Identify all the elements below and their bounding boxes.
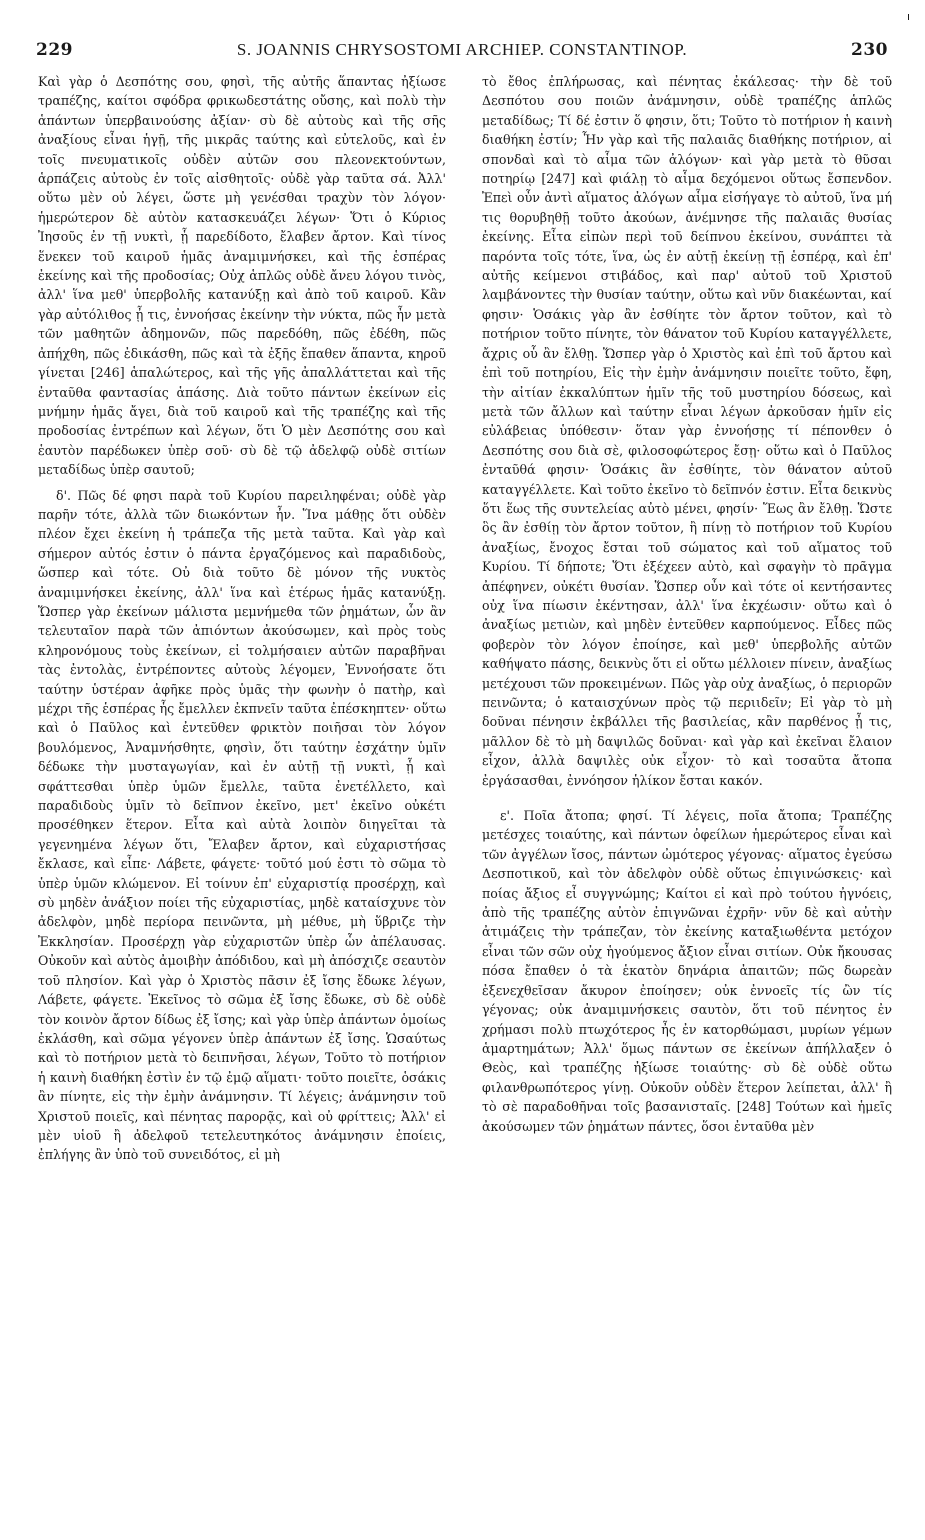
left-paragraph-1: Καὶ γὰρ ὁ Δεσπότης σου, φησὶ, τῆς αὐτῆς ἅπαντας ἠξίωσε τραπέζης, καίτοι σφόδρα φρικωδεστάτης οὔσης, καὶ πολὺ τὴν ἁπάντων ὑπερβαινούσης ἀξίαν· σὺ δὲ αὐτοὺς καὶ τῆς σῆς ἀναξίους εἶναι ἡγῇ, τῆς μικρᾶς ταύτης καὶ εὐτελοῦς, καὶ ἐν τοῖς πνευματικοῖς οὐδὲν αὐτῶν σου πλεονεκτούντων, ἁρπάζεις αὐτοὺς ἐν τοῖς αἰσθητοῖς· οὐδὲ γὰρ ταῦτα σά. Ἀλλ' οὕτω μὲν οὐ λέγει, ὥστε μὴ γενέσθαι τραχὺν τὸν λόγον· ἡμερώτερον δὲ αὐτὸν κατασκευάζει λέγων· Ὅτι ὁ Κύριος Ἰησοῦς ἐν τῇ νυκτὶ, ᾗ παρεδίδοτο, ἔλαβεν ἄρτον. Καὶ τίνος ἕνεκεν τοῦ καιροῦ ἡμᾶς ἀναμιμνήσκει, καὶ τῆς ἑσπέρας ἐκείνης καὶ τῆς προδοσίας; Οὐχ ἁπλῶς οὐδὲ ἄνευ λόγου τινὸς, ἀλλ' ἵνα μεθ' ὑπερβολῆς κατανύξῃ καὶ ἀπὸ τοῦ καιροῦ. Κἂν γὰρ αὐτόλιθος ᾖ τις, ἐννοήσας ἐκείνην τὴν νύκτα, πῶς ἦν μετὰ τῶν μαθητῶν ἀδημονῶν, πῶς παρεδόθη, πῶς ἐδέθη, πῶς ἀπήχθη, πῶς ἐδικάσθη, πῶς καὶ τὰ ἐξῆς ἔπαθεν ἅπαντα, κηροῦ γίνεται [246] ἁπαλώτερος, καὶ τῆς γῆς ἀπαλλάττεται καὶ τῆς ἐνταῦθα φαντασίας ἁπάσης. Διὰ τοῦτο πάντων ἐκείνων εἰς μνήμην ἡμᾶς ἄγει, διὰ τοῦ καιροῦ καὶ τῆς τραπέζης καὶ τῆς προδοσίας ἐντρέπων καὶ λέγων, ὅτι Ὁ μὲν Δεσπότης σου καὶ ἑαυτὸν παρέδωκεν ὑπὲρ σοῦ· σὺ δὲ τῷ ἀδελφῷ οὐδὲ σιτίων μεταδίδως ὑπὲρ σαυτοῦ; bbox=[38, 74, 446, 478]
left-column bbox=[38, 72, 446, 1530]
right-column bbox=[482, 72, 892, 1530]
page-number-right: 230 bbox=[851, 40, 888, 60]
right-paragraph-2: ε'. Ποῖα ἄτοπα; φησί. Τί λέγεις, ποῖα ἄτοπα; Τραπέζης μετέσχες τοιαύτης, καὶ πάντων ὀφείλων ἡμερώτερος εἶναι καὶ τῶν ἀγγέλων ἴσος, πάντων ὠμότερος γέγονας· αἵματος ἐγεύσω Δεσποτικοῦ, καὶ τὸν ἀδελφὸν οὐδὲ οὕτως ἐπιγινώσκεις· καὶ ποίας ἄξιος εἶ συγγνώμης; Καίτοι εἰ καὶ πρὸ τούτου ἠγνόεις, ἀπὸ τῆς τραπέζης αὐτὸν ἐπιγνῶναι ἐχρῆν· νῦν δὲ καὶ αὐτὴν ἀτιμάζεις τὴν τράπεζαν, τὸν ἐκείνης καταξιωθέντα μετόχον εἶναι τῶν σῶν οὐχ ἡγούμενος ἄξιον εἶναι σιτίων. Οὐκ ἤκουσας πόσα ἔπαθεν ὁ τὰ ἑκατὸν δηνάρια ἀπαιτῶν; πῶς δωρεὰν ἐξενεχθεῖσαν ἄκυρον ἐποίησεν; οὐκ ἐννοεῖς τίς ὢν τίς γέγονας; οὐκ ἀναμιμνήσκεις σαυτὸν, ὅτι τοῦ πένητος ἐν χρήμασι πολὺ πτωχότερος ἦς ἐν κατορθώμασι, μυρίων γέμων ἁμαρτημάτων; Ἀλλ' ὅμως πάντων σε ἐκείνων ἀπήλλαξεν ὁ Θεὸς, καὶ τραπέζης ἠξίωσε τοιαύτης· σὺ δὲ οὐδὲ οὕτω φιλανθρωπότερος γίνῃ. Οὐκοῦν οὐδὲν ἕτερον λείπεται, ἀλλ' ἢ τὸ σὲ παραδοθῆναι τοῖς βασανισταῖς. [248] Τούτων καὶ ἡμεῖς ἀκούσωμεν τῶν ῥημάτων πάντες, ὅσοι ἐνταῦθα μὲν bbox=[482, 808, 892, 1134]
left-paragraph-2: δ'. Πῶς δέ φησι παρὰ τοῦ Κυρίου παρειληφέναι; οὐδὲ γὰρ παρῆν τότε, ἀλλὰ τῶν διωκόντων ἦν. Ἵνα μάθῃς ὅτι οὐδὲν πλέον ἔχει ἐκείνη ἡ τράπεζα τῆς μετὰ ταῦτα. Καὶ γὰρ καὶ σήμερον αὐτός ἐστιν ὁ πάντα ἐργαζόμενος καὶ παραδιδοὺς, ὥσπερ καὶ τότε. Οὐ διὰ τοῦτο δὲ μόνον τῆς νυκτὸς ἀναμιμνήσκει ἐκείνης, ἀλλ' ἵνα καὶ ἑτέρως ἡμᾶς κατανύξῃ. Ὥσπερ γὰρ ἐκείνων μάλιστα μεμνήμεθα τῶν ῥημάτων, ὧν ἂν τελευταῖον παρὰ τῶν ἀπιόντων ἀκούσωμεν, καὶ πρὸς τοὺς κληρονόμους τοὺς ἐκείνων, εἰ τολμήσαιεν αὐτῶν παραβῆναι τὰς ἐντολὰς, ἐντρέποντες αὐτοὺς λέγομεν, Ἐννοήσατε ὅτι ταύτην ὑστέραν ἀφῆκε πρὸς ὑμᾶς τὴν φωνὴν ὁ πατὴρ, καὶ μέχρι τῆς ἑσπέρας ἧς ἔμελλεν ἐκπνεῖν ταῦτα ἐπέσκηπτεν· οὕτω καὶ ὁ Παῦλος καὶ ἐντεῦθεν φρικτὸν ποιῆσαι τὸν λόγον βουλόμενος, Ἀναμνήσθητε, φησὶν, ὅτι ταύτην ἐσχάτην ὑμῖν δέδωκε τὴν μυσταγωγίαν, καὶ ἐν αὐτῇ τῇ νυκτὶ, ᾗ καὶ σφάττεσθαι ὑπὲρ ὑμῶν ἔμελλε, ταῦτα ἐνετέλλετο, καὶ παραδιδοὺς ὑμῖν τὸ δεῖπνον ἐκεῖνο, μετ' ἐκεῖνο οὐκέτι προσέθηκεν ἕτερον. Εἶτα καὶ αὐτὰ λοιπὸν διηγεῖται τὰ γεγενημένα λέγων ὅτι, Ἔλαβεν ἄρτον, καὶ εὐχαριστήσας ἔκλασε, καὶ εἶπε· Λάβετε, φάγετε· τοῦτό μού ἐστι τὸ σῶμα τὸ ὑπὲρ ὑμῶν κλώμενον. Εἰ τοίνυν ἐπ' εὐχαριστίᾳ προσέρχῃ, καὶ σὺ μηδὲν ἀνάξιον ποίει τῆς εὐχαριστίας, μηδὲ καταίσχυνε τὸν ἀδελφὸν, μηδὲ περίορα πεινῶντα, μὴ μέθυε, μὴ ὕβριζε τὴν Ἐκκλησίαν. Προσέρχῃ γὰρ εὐχαριστῶν ὑπὲρ ὧν ἀπέλαυσας. Οὐκοῦν καὶ αὐτὸς ἀμοιβὴν ἀπόδιδου, καὶ μὴ ἀπόσχιζε σεαυτὸν τοῦ πλησίον. Καὶ γὰρ ὁ Χριστὸς πᾶσιν ἐξ ἴσης ἔδωκε λέγων, Λάβετε, φάγετε. Ἐκεῖνος τὸ σῶμα ἐξ ἴσης ἔδωκε, σὺ δὲ οὐδὲ τὸν κοινὸν ἄρτον δίδως ἐξ ἴσης; καὶ γὰρ ὑπὲρ ἁπάντων ὁμοίως ἐκλάσθη, καὶ σῶμα γέγονεν ὑπὲρ ἁπάντων ἐξ ἴσης. Ὡσαύτως καὶ τὸ ποτήριον μετὰ τὸ δειπνῆσαι, λέγων, Τοῦτο τὸ ποτήριον ἡ καινὴ διαθήκη ἐστὶν ἐν τῷ ἐμῷ αἵματι· τοῦτο ποιεῖτε, ὁσάκις ἂν πίνητε, εἰς τὴν ἐμὴν ἀνάμνησιν. Τί λέγεις; ἀνάμνησιν τοῦ Χριστοῦ ποιεῖς, καὶ πένητας παρορᾷς, καὶ οὐ φρίττεις; Ἀλλ' εἰ μὲν υἱοῦ ἢ ἀδελφοῦ τετελευτηκότος ἀνάμνησιν ἐποίεις, ἐπλήγης ἂν ὑπὸ τοῦ συνειδότος, εἰ μὴ bbox=[38, 487, 446, 1163]
margin-mark bbox=[908, 14, 909, 20]
column-gutter bbox=[462, 72, 463, 1530]
running-head bbox=[36, 40, 888, 64]
running-title: S. JOANNIS CHRYSOSTOMI ARCHIEP. CONSTANTINOP. bbox=[236, 40, 688, 59]
right-paragraph-1: τὸ ἔθος ἐπλήρωσας, καὶ πένητας ἐκάλεσας· τὴν δὲ τοῦ Δεσπότου σου ποιῶν ἀνάμνησιν, οὐδὲ τραπέζης ἁπλῶς μεταδίδως; Τί δέ ἐστιν ὅ φησιν, ὅτι; Τοῦτο τὸ ποτήριον ἡ καινὴ διαθήκη ἐστίν; Ἦν γὰρ καὶ τῆς παλαιᾶς διαθήκης ποτήριον, αἱ σπονδαὶ καὶ τὸ αἷμα τῶν ἀλόγων· καὶ γὰρ μετὰ τὸ θῦσαι ποτηρίῳ [247] καὶ φιάλῃ τὸ αἷμα δεχόμενοι οὕτως ἔσπενδον. Ἐπεὶ οὖν ἀντὶ αἵματος ἀλόγων αἷμα εἰσήγαγε τὸ αὐτοῦ, ἵνα μή τις θορυβηθῇ τοῦτο ἀκούων, ἀνέμνησε τῆς παλαιᾶς θυσίας ἐκείνης. Εἶτα εἰπὼν περὶ τοῦ δείπνου ἐκείνου, συνάπτει τὰ παρόντα τοῖς τότε, ἵνα, ὡς ἐν αὐτῇ ἐκείνῃ τῇ ἑσπέρᾳ, καὶ ἐπ' αὐτῆς κείμενοι στιβάδος, καὶ παρ' αὐτοῦ τοῦ Χριστοῦ λαμβάνοντες τὴν θυσίαν ταύτην, οὕτω καὶ νῦν διακέωνται, καί φησιν· Ὁσάκις γὰρ ἂν ἐσθίητε τὸν ἄρτον τοῦτον, καὶ τὸ ποτήριον τοῦτο πίνητε, τὸν θάνατον τοῦ Κυρίου καταγγέλλετε, ἄχρις οὗ ἂν ἔλθῃ. Ὥσπερ γὰρ ὁ Χριστὸς καὶ ἐπὶ τοῦ ἄρτου καὶ ἐπὶ τοῦ ποτηρίου, Εἰς τὴν ἐμὴν ἀνάμνησιν ποιεῖτε τοῦτο, ἔφη, τὴν αἰτίαν ἐκκαλύπτων ἡμῖν τῆς τοῦ μυστηρίου δόσεως, καὶ μετὰ τῶν ἄλλων καὶ ταύτην εἶναι λέγων ἀρκοῦσαν ἡμῖν εἰς εὐλάβειας ὑπόθεσιν· ὅταν γὰρ ἐννοήσῃς τί πέπονθεν ὁ Δεσπότης σου διὰ σὲ, φιλοσοφώτερος ἔσῃ· οὕτω καὶ ὁ Παῦλος ἐνταῦθά φησιν· Ὁσάκις ἂν ἐσθίητε, τὸν θάνατον αὐτοῦ καταγγέλλετε. Καὶ τοῦτο ἐκεῖνο τὸ δεῖπνόν ἐστιν. Εἶτα δεικνὺς ὅτι ἕως τῆς συντελείας αὐτὸ μένει, φησίν· Ἕως ἂν ἔλθῃ. Ὥστε ὃς ἂν ἐσθίῃ τὸν ἄρτον τοῦτον, ἢ πίνῃ τὸ ποτήριον τοῦ Κυρίου ἀναξίως, ἔνοχος ἔσται τοῦ σώματος καὶ τοῦ αἵματος τοῦ Κυρίου. Τί δήποτε; Ὅτι ἐξέχεεν αὐτὸ, καὶ σφαγὴν τὸ πρᾶγμα ἀπέφηνεν, οὐκέτι θυσίαν. Ὥσπερ οὖν καὶ τότε οἱ κεντήσαντες οὐχ ἵνα πίωσιν ἐκέντησαν, ἀλλ' ἵνα ἐκχέωσιν· οὕτω καὶ ὁ ἀναξίως μετιὼν, καὶ μηδὲν ἐντεῦθεν καρπούμενος. Εἶδες πῶς φοβερὸν τὸν λόγον ἐποίησε, καὶ μεθ' ὑπερβολῆς αὐτῶν καθήψατο πάσης, δεικνὺς ὅτι εἰ οὕτω μέλλοιεν πίνειν, ἀναξίως μετέχουσι τῶν προκειμένων. Πῶς γὰρ οὐχ ἀναξίως, ὁ περιορῶν πεινῶντα; ὁ καταισχύνων πρὸς τῷ περιιδεῖν; Εἰ γὰρ τὸ μὴ δοῦναι πένησιν ἐκβάλλει τῆς βασιλείας, κἂν παρθένος ᾖ τις, μᾶλλον δὲ τὸ μὴ δαψιλῶς δοῦναι· καὶ γὰρ καὶ ἐκεῖναι ἔλαιον εἶχον, ἀλλὰ δαψιλὲς οὐκ εἶχον· τὸ καὶ τοσαῦτα ἄτοπα ἐργάσασθαι, ἐννόησον ἡλίκον ἔσται κακόν. bbox=[482, 74, 892, 788]
page-number-left: 229 bbox=[36, 40, 73, 60]
